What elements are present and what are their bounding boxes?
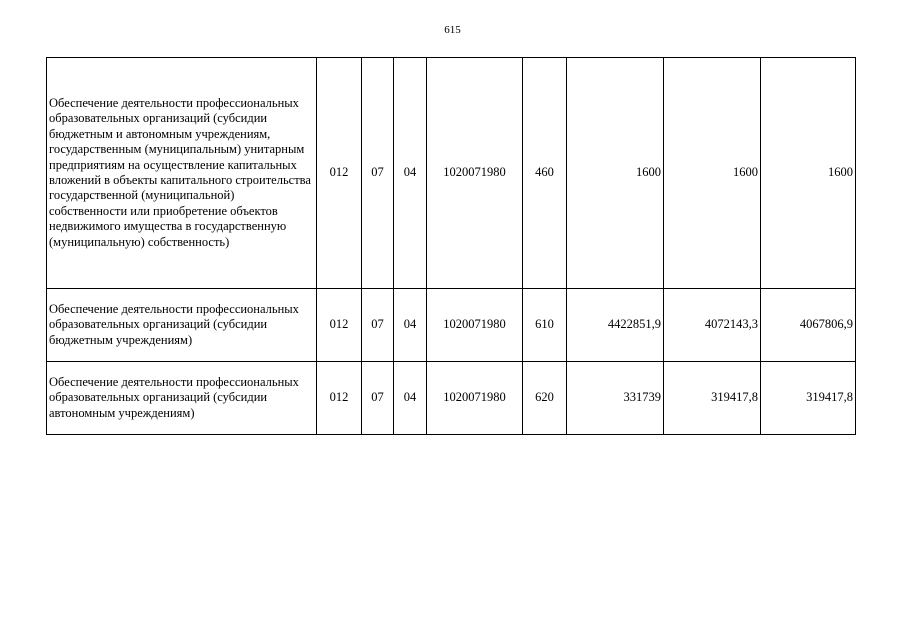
- ministry-code-cell: 012: [317, 58, 362, 289]
- amount-3-cell: 319417,8: [761, 362, 856, 435]
- amount-2-cell: 1600: [664, 58, 761, 289]
- target-article-cell: 1020071980: [427, 58, 523, 289]
- description-cell: Обеспечение деятельности профессиональных образовательных организаций (субсидии автономным учреждениям): [47, 362, 317, 435]
- subsection-code-cell: 04: [394, 289, 427, 362]
- table-row: [47, 289, 856, 362]
- amount-3-cell: 1600: [761, 58, 856, 289]
- amount-3-cell: 4067806,9: [761, 289, 856, 362]
- section-code-cell: 07: [362, 58, 394, 289]
- table-row: [47, 58, 856, 289]
- amount-2-cell: 4072143,3: [664, 289, 761, 362]
- description-cell: Обеспечение деятельности профессиональных образовательных организаций (субсидии бюджетным учреждениям): [47, 289, 317, 362]
- subsection-code-cell: 04: [394, 58, 427, 289]
- target-article-cell: 1020071980: [427, 362, 523, 435]
- section-code-cell: 07: [362, 362, 394, 435]
- amount-2-cell: 319417,8: [664, 362, 761, 435]
- ministry-code-cell: 012: [317, 289, 362, 362]
- table-row: [47, 362, 856, 435]
- amount-1-cell: 4422851,9: [567, 289, 664, 362]
- subsection-code-cell: 04: [394, 362, 427, 435]
- amount-1-cell: 331739: [567, 362, 664, 435]
- ministry-code-cell: 012: [317, 362, 362, 435]
- budget-table: [46, 57, 856, 435]
- section-code-cell: 07: [362, 289, 394, 362]
- target-article-cell: 1020071980: [427, 289, 523, 362]
- page-number: 615: [444, 24, 461, 36]
- expense-type-cell: 610: [523, 289, 567, 362]
- description-cell: Обеспечение деятельности профессиональных образовательных организаций (субсидии бюджетным и автономным учреждениям, государственным (муниципальным) унитарным предприятиям на осуществление капитальных вложений в объекты капитального строительства государственной (муниципальной) собственности или приобретение объектов недвижимого имущества в государственную (муниципальную) собственность): [47, 58, 317, 289]
- expense-type-cell: 460: [523, 58, 567, 289]
- expense-type-cell: 620: [523, 362, 567, 435]
- amount-1-cell: 1600: [567, 58, 664, 289]
